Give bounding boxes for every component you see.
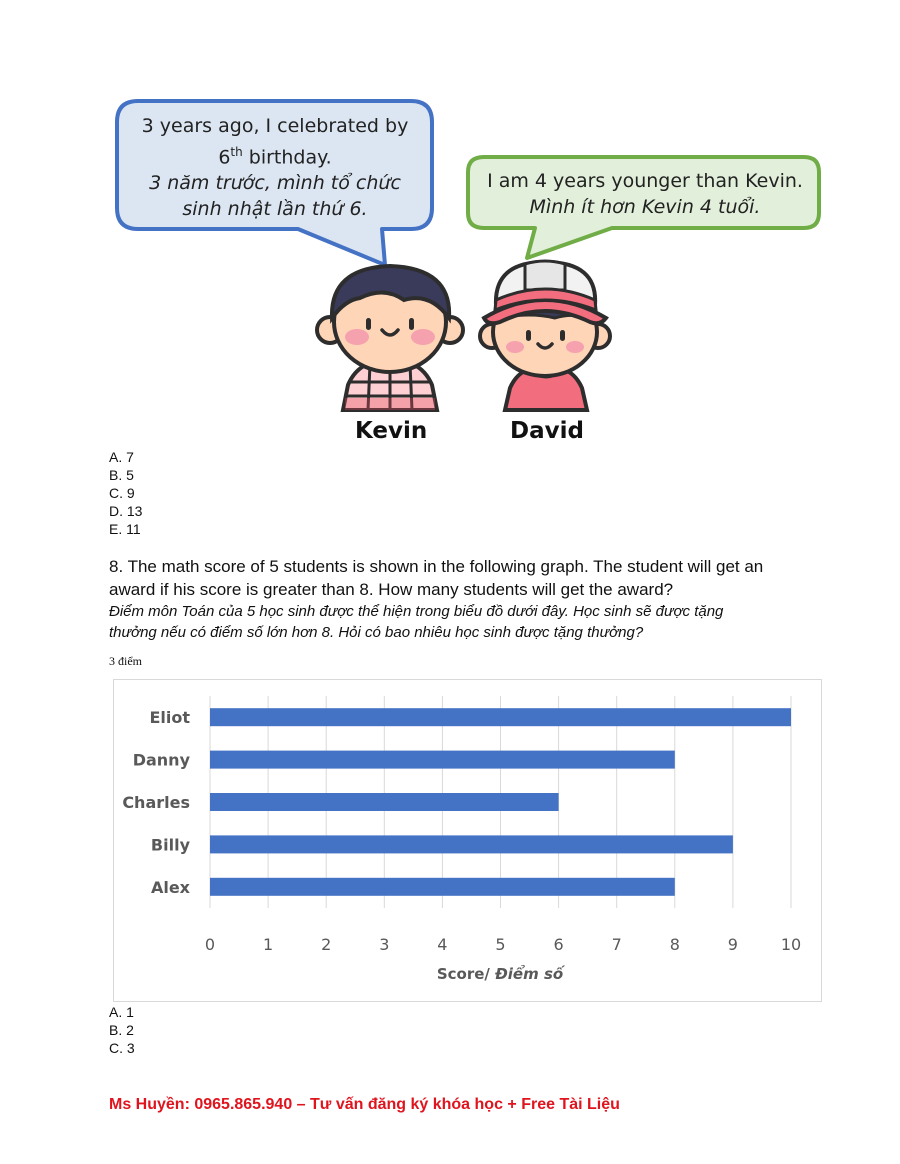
- bar-charles: [210, 793, 559, 811]
- kevin-bubble-text: [120, 113, 430, 222]
- kevin-avatar: [317, 266, 463, 410]
- category-label-eliot: Eliot: [149, 708, 190, 728]
- footer-contact: Ms Huyền: 0965.865.940 – Tư vấn đăng ký khóa học + Free Tài Liệu: [109, 1096, 620, 1113]
- question8-vi-line2: thưởng nếu có điểm số lớn hơn 8. Hỏi có bao nhiêu học sinh được tặng thưởng?: [109, 624, 644, 641]
- option-b[interactable]: B. 5: [109, 467, 134, 483]
- question7-options: [109, 448, 142, 538]
- q8-option-c[interactable]: C. 3: [109, 1040, 135, 1056]
- category-label-charles: Charles: [122, 793, 190, 812]
- question8-text-line2: award if his score is greater than 8. How many students will get the award?: [109, 580, 674, 599]
- category-label-alex: Alex: [150, 877, 190, 897]
- x-tick-label: 6: [553, 935, 564, 954]
- x-tick-label: 7: [611, 935, 622, 954]
- kevin-bubble-line1: 3 years ago, I celebrated by: [141, 115, 409, 137]
- question8-text-line1: 8. The math score of 5 students is shown in the following graph. The student will get an: [109, 557, 764, 576]
- category-label-billy: Billy: [150, 835, 190, 855]
- x-tick-label: 3: [379, 935, 390, 954]
- option-c[interactable]: C. 9: [109, 485, 135, 501]
- q8-option-b[interactable]: B. 2: [109, 1022, 134, 1038]
- category-label-danny: Danny: [132, 750, 190, 770]
- x-tick-label: 10: [780, 935, 802, 954]
- score-chart-frame: [113, 679, 822, 1002]
- david-bubble-text: [470, 168, 820, 220]
- bar-eliot: [210, 708, 791, 726]
- kevin-bubble-line4: sinh nhật lần thứ 6.: [182, 198, 368, 221]
- x-axis-title: Score/ Điểm số: [436, 965, 564, 983]
- option-e[interactable]: E. 11: [109, 521, 141, 537]
- kevin-bubble-line3: 3 năm trước, mình tổ chức: [149, 172, 401, 195]
- x-tick-label: 8: [669, 935, 680, 954]
- x-tick-label: 5: [495, 935, 506, 954]
- david-bubble-line2: Mình ít hơn Kevin 4 tuổi.: [529, 196, 761, 218]
- question8-vi-line1: Điểm môn Toán của 5 học sinh được thể hiện trong biểu đồ dưới đây. Học sinh sẽ được tặng: [109, 603, 724, 620]
- illustration: [0, 0, 900, 450]
- bar-danny: [210, 751, 675, 769]
- kevin-bubble-line2: 6th birthday.: [218, 145, 332, 169]
- option-a[interactable]: A. 7: [109, 449, 134, 465]
- x-tick-label: 1: [263, 935, 274, 954]
- bar-alex: [210, 878, 675, 896]
- x-tick-label: 9: [727, 935, 738, 954]
- x-tick-label: 0: [204, 935, 216, 954]
- kevin-name-label: Kevin: [355, 418, 428, 444]
- x-tick-label: 2: [321, 935, 332, 954]
- david-avatar: [480, 261, 610, 410]
- question8-options: [109, 1003, 135, 1057]
- x-tick-label: 4: [437, 935, 448, 954]
- david-name-label: David: [510, 418, 584, 444]
- q8-option-a[interactable]: A. 1: [109, 1004, 134, 1020]
- points-label: 3 điểm: [109, 654, 142, 668]
- bar-billy: [210, 835, 733, 853]
- question8: [109, 555, 839, 643]
- option-d[interactable]: D. 13: [109, 503, 143, 519]
- david-bubble-line1: I am 4 years younger than Kevin.: [487, 170, 803, 192]
- score-chart: [114, 680, 821, 1001]
